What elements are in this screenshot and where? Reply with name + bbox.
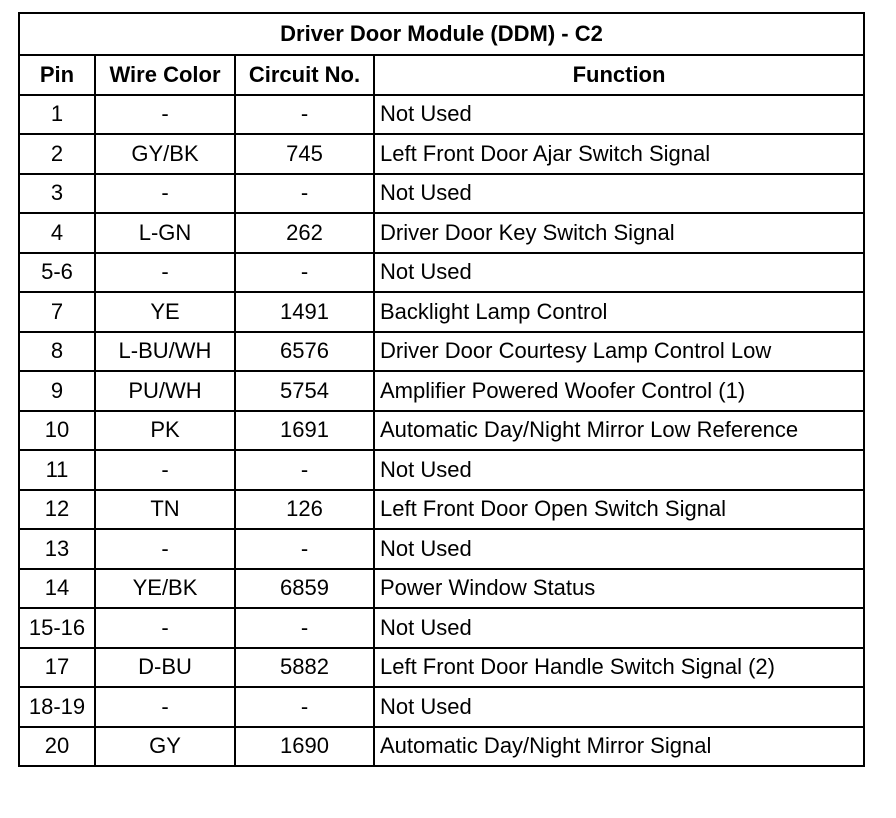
circuit-no-cell: 6859 [235,569,374,609]
pin-cell: 8 [19,332,95,372]
function-cell: Automatic Day/Night Mirror Signal [374,727,864,767]
circuit-no-cell: 6576 [235,332,374,372]
pin-cell: 20 [19,727,95,767]
pin-cell: 11 [19,450,95,490]
column-header-pin: Pin [19,55,95,95]
wire-color-cell: L-GN [95,213,235,253]
table-row [19,608,864,648]
wire-color-cell: YE/BK [95,569,235,609]
circuit-no-cell: - [235,608,374,648]
function-cell: Backlight Lamp Control [374,292,864,332]
pin-cell: 7 [19,292,95,332]
circuit-no-cell: - [235,529,374,569]
wire-color-cell: TN [95,490,235,530]
function-cell: Not Used [374,529,864,569]
circuit-no-cell: - [235,687,374,727]
wire-color-cell: D-BU [95,648,235,688]
function-cell: Not Used [374,253,864,293]
pin-cell: 10 [19,411,95,451]
table-row [19,371,864,411]
function-cell: Not Used [374,608,864,648]
pin-cell: 18-19 [19,687,95,727]
wire-color-cell: - [95,608,235,648]
function-cell: Not Used [374,687,864,727]
table-header-row [19,55,864,95]
circuit-no-cell: - [235,95,374,135]
pin-cell: 3 [19,174,95,214]
function-cell: Left Front Door Open Switch Signal [374,490,864,530]
table-row [19,648,864,688]
function-cell: Amplifier Powered Woofer Control (1) [374,371,864,411]
pin-cell: 13 [19,529,95,569]
table-row [19,174,864,214]
function-cell: Driver Door Key Switch Signal [374,213,864,253]
function-cell: Not Used [374,174,864,214]
wire-color-cell: PU/WH [95,371,235,411]
table-row [19,134,864,174]
wire-color-cell: - [95,174,235,214]
table-row [19,253,864,293]
function-cell: Left Front Door Ajar Switch Signal [374,134,864,174]
function-cell: Left Front Door Handle Switch Signal (2) [374,648,864,688]
column-header-wire-color: Wire Color [95,55,235,95]
table-row [19,292,864,332]
pin-cell: 5-6 [19,253,95,293]
function-cell: Not Used [374,450,864,490]
circuit-no-cell: 126 [235,490,374,530]
table-row [19,332,864,372]
wire-color-cell: - [95,529,235,569]
wire-color-cell: - [95,687,235,727]
circuit-no-cell: 262 [235,213,374,253]
pin-cell: 15-16 [19,608,95,648]
table-body [19,95,864,767]
pin-cell: 17 [19,648,95,688]
table-row [19,213,864,253]
wire-color-cell: PK [95,411,235,451]
table-row [19,411,864,451]
table-title-row [19,13,864,55]
function-cell: Not Used [374,95,864,135]
wire-color-cell: YE [95,292,235,332]
circuit-no-cell: - [235,450,374,490]
wire-color-cell: - [95,95,235,135]
circuit-no-cell: 1690 [235,727,374,767]
wire-color-cell: - [95,253,235,293]
wire-color-cell: - [95,450,235,490]
column-header-function: Function [374,55,864,95]
circuit-no-cell: 1491 [235,292,374,332]
pin-cell: 14 [19,569,95,609]
pin-cell: 2 [19,134,95,174]
pin-cell: 1 [19,95,95,135]
table-row [19,95,864,135]
circuit-no-cell: - [235,253,374,293]
table-row [19,727,864,767]
wire-color-cell: L-BU/WH [95,332,235,372]
circuit-no-cell: 1691 [235,411,374,451]
circuit-no-cell: 5882 [235,648,374,688]
wire-color-cell: GY/BK [95,134,235,174]
table-row [19,450,864,490]
table-row [19,490,864,530]
connector-pinout-table [18,12,865,767]
circuit-no-cell: - [235,174,374,214]
table-row [19,687,864,727]
table-title: Driver Door Module (DDM) - C2 [19,13,864,55]
pin-cell: 4 [19,213,95,253]
circuit-no-cell: 5754 [235,371,374,411]
table-row [19,529,864,569]
column-header-circuit-no: Circuit No. [235,55,374,95]
circuit-no-cell: 745 [235,134,374,174]
function-cell: Automatic Day/Night Mirror Low Reference [374,411,864,451]
table-row [19,569,864,609]
pin-cell: 9 [19,371,95,411]
function-cell: Power Window Status [374,569,864,609]
wire-color-cell: GY [95,727,235,767]
function-cell: Driver Door Courtesy Lamp Control Low [374,332,864,372]
pin-cell: 12 [19,490,95,530]
